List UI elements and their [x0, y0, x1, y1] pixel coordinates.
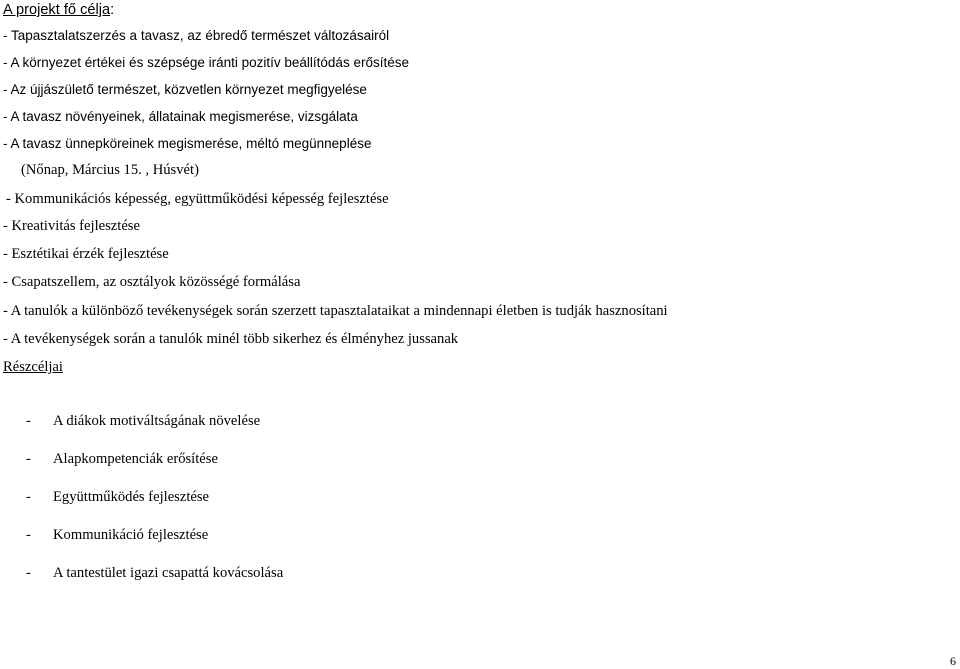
goal-item: - A tevékenységek során a tanulók minél több sikerhez és élményhez jussanak [3, 331, 459, 347]
goal-item-continuation: (Nőnap, Március 15. , Húsvét) [21, 162, 199, 178]
list-dash: - [26, 451, 31, 467]
goal-item: - A környezet értékei és szépsége iránti pozitív beállítódás erősítése [3, 55, 409, 70]
list-dash: - [26, 527, 31, 543]
goal-item: - Tapasztalatszerzés a tavasz, az ébredő természet változásairól [3, 28, 390, 43]
goal-item: - Az újjászülető természet, közvetlen környezet megfigyelése [3, 82, 367, 97]
list-dash: - [26, 489, 31, 505]
goal-item: - A tavasz növényeinek, állatainak megismerése, vizsgálata [3, 109, 358, 124]
goal-item: - A tavasz ünnepköreinek megismerése, méltó megünneplése [3, 136, 372, 151]
subgoal-item: Alapkompetenciák erősítése [53, 451, 218, 467]
subgoal-item: A diákok motiváltságának növelése [53, 413, 261, 429]
goal-item: - Esztétikai érzék fejlesztése [3, 246, 169, 262]
goals-heading-colon: : [110, 2, 115, 18]
goals-heading [3, 3, 114, 18]
page-number: 6 [950, 654, 956, 668]
subgoal-item: Kommunikáció fejlesztése [53, 527, 209, 543]
goal-item: - Kommunikációs képesség, együttműködési képesség fejlesztése [6, 191, 389, 207]
list-dash: - [26, 413, 31, 429]
list-dash: - [26, 565, 31, 581]
goal-item: - A tanulók a különböző tevékenységek során szerzett tapasztalataikat a mindennapi életben is tudják hasznosítani [3, 303, 668, 319]
goal-item: - Kreativitás fejlesztése [3, 218, 140, 234]
subgoal-item: A tantestület igazi csapattá kovácsolása [53, 565, 284, 581]
subgoal-item: Együttműködés fejlesztése [53, 489, 210, 505]
goal-item: - Csapatszellem, az osztályok közösségé formálása [3, 274, 301, 290]
subgoals-heading: Részcéljai [3, 359, 63, 375]
goals-heading-text: A projekt fő célja [3, 2, 111, 18]
